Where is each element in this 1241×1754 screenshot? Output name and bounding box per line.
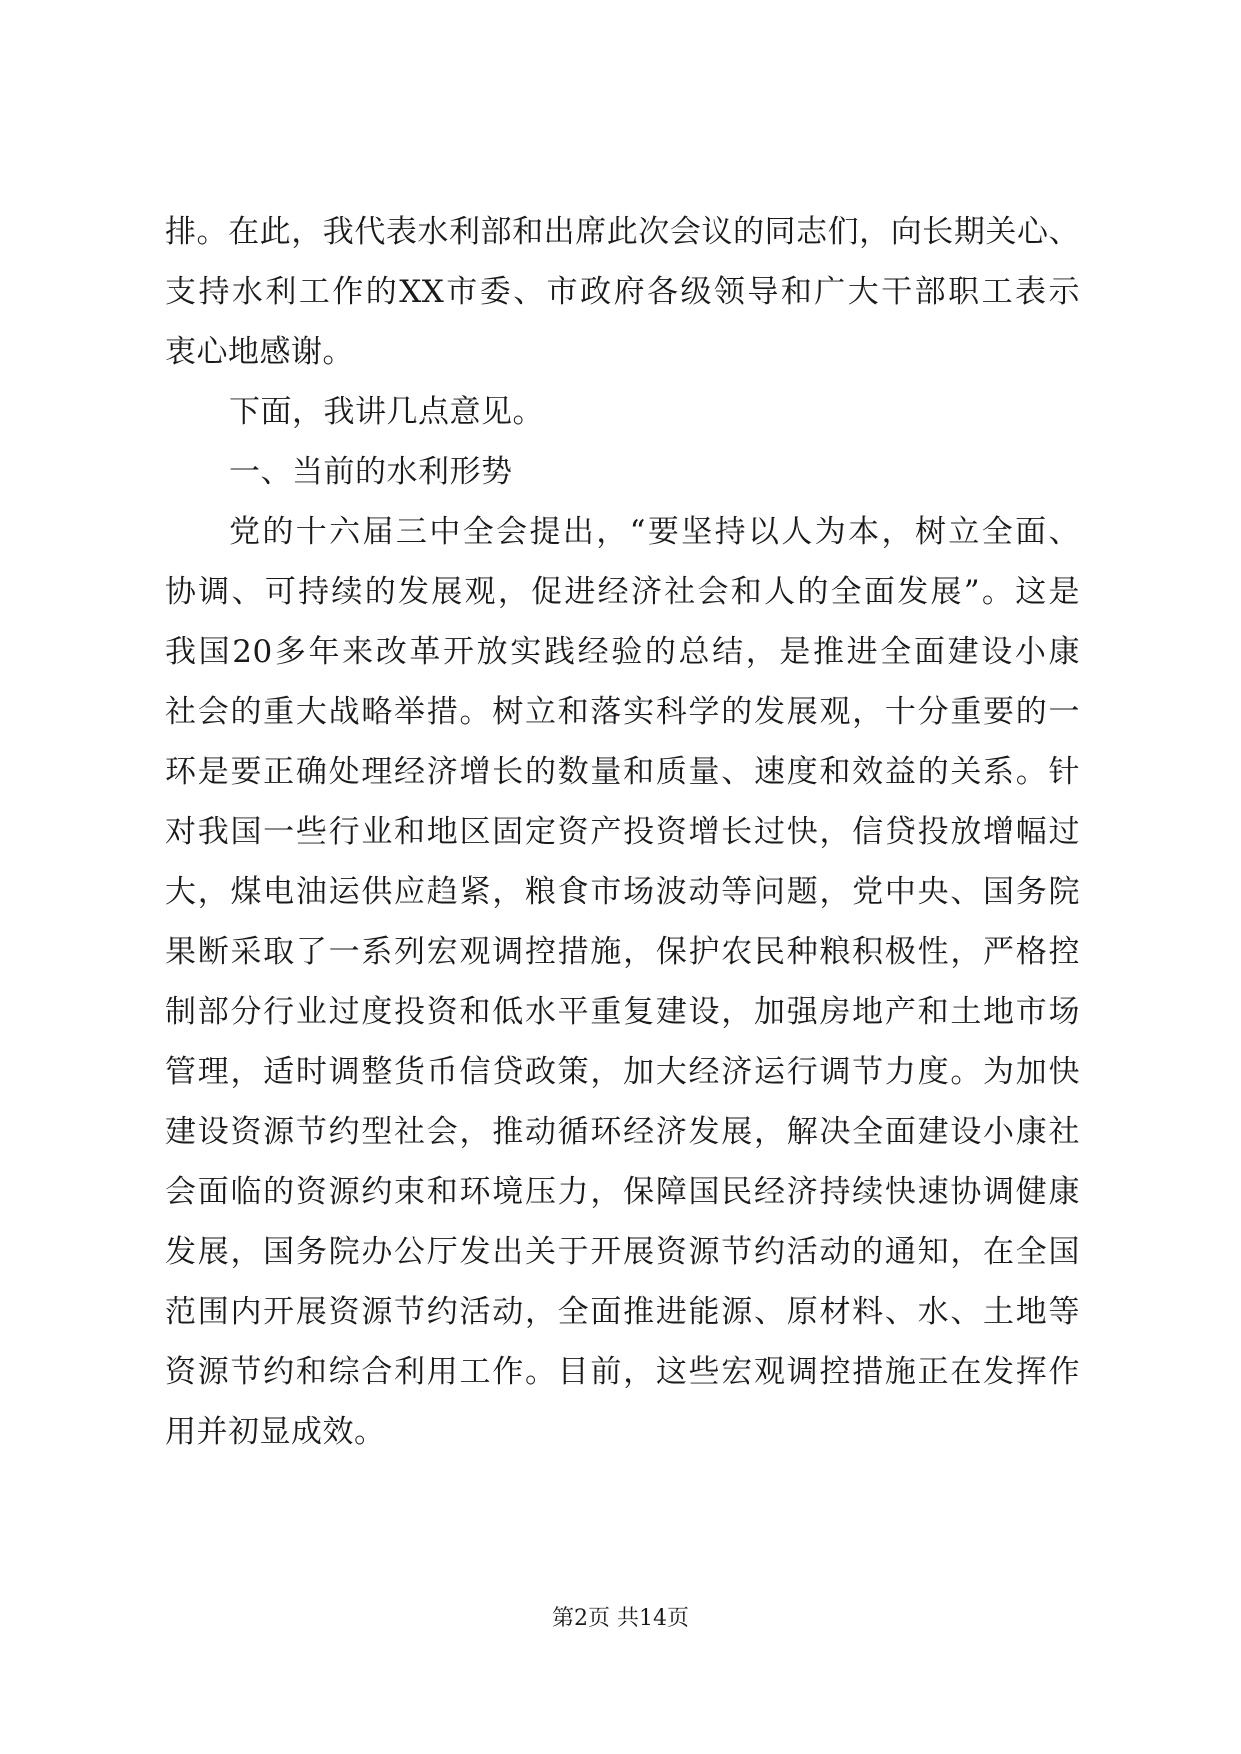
text-line: 资源节约和综合利用工作。目前，这些宏观调控措施正在发挥作 [165,1354,1080,1390]
text-line: 用并初显成效。 [165,1414,386,1450]
text-line: 发展，国务院办公厅发出关于开展资源节约活动的通知，在全国 [165,1234,1080,1270]
text-line: 社会的重大战略举措。树立和落实科学的发展观，十分重要的一 [165,694,1080,730]
text-line: 范围内开展资源节约活动，全面推进能源、原材料、水、土地等 [165,1294,1080,1330]
page-number-footer: 第2页 共14页 [552,1606,689,1631]
section-heading: 一、当前的水利形势 [229,454,513,490]
text-line: 对我国一些行业和地区固定资产投资增长过快，信贷投放增幅过 [165,814,1080,850]
text-line: 协调、可持续的发展观，促进经济社会和人的全面发展”。这是 [165,574,1080,610]
text-line: 管理，适时调整货币信贷政策，加大经济运行调节力度。为加快 [165,1054,1080,1090]
text-line: 我国20多年来改革开放实践经验的总结，是推进全面建设小康 [165,634,1080,670]
text-line: 制部分行业过度投资和低水平重复建设，加强房地产和土地市场 [165,994,1080,1030]
text-line: 会面临的资源约束和环境压力，保障国民经济持续快速协调健康 [165,1174,1080,1210]
text-line: 环是要正确处理经济增长的数量和质量、速度和效益的关系。针 [165,754,1080,790]
text-line: 衷心地感谢。 [165,334,354,370]
text-line: 果断采取了一系列宏观调控措施，保护农民种粮积极性，严格控 [165,934,1080,970]
text-line: 排。在此，我代表水利部和出席此次会议的同志们，向长期关心、 [165,214,1080,250]
paragraph-intro: 下面，我讲几点意见。 [229,394,544,430]
text-line: 党的十六届三中全会提出，“要坚持以人为本，树立全面、 [229,514,1080,550]
text-line: 建设资源节约型社会，推动循环经济发展，解决全面建设小康社 [165,1114,1080,1150]
text-line: 大，煤电油运供应趋紧，粮食市场波动等问题，党中央、国务院 [165,874,1080,910]
text-line: 支持水利工作的XX市委、市政府各级领导和广大干部职工表示 [165,274,1080,310]
body-text [165,202,1080,1462]
